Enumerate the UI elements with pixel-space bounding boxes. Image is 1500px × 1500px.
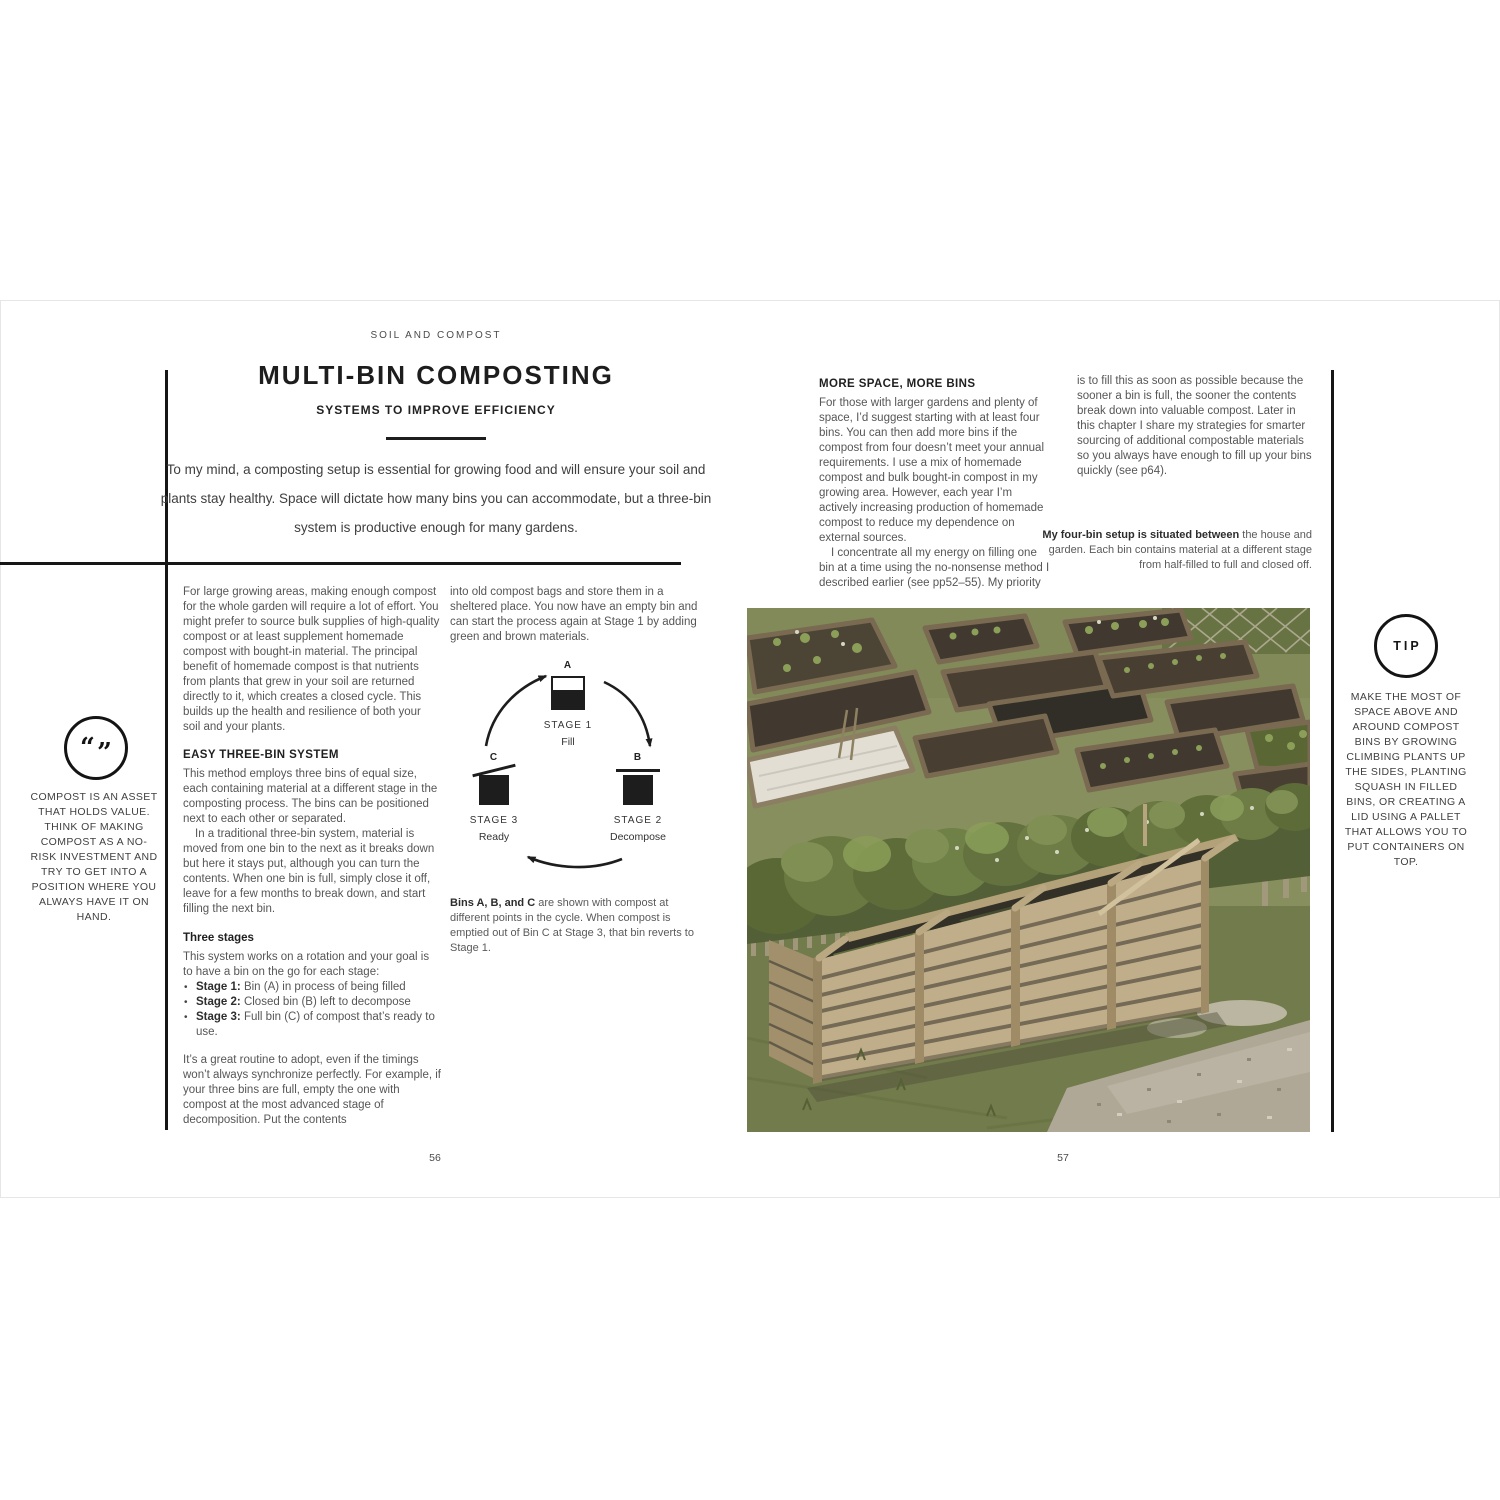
bin-b-letter: B (633, 752, 643, 763)
diagram-bin-c (452, 750, 536, 845)
stage-2-label: STAGE 2 (613, 815, 663, 826)
tip-text: MAKE THE MOST OF SPACE ABOVE AND AROUND COMPOST BINS BY GROWING CLIMBING PLANTS UP THE SIDES, PLANTING SQUASH IN FILLED BINS, OR CREATING A LID USING A PALLET THAT ALLOWS YOU TO PUT CONTAINERS ON TOP. (1344, 691, 1468, 868)
bin-b-icon (623, 775, 653, 805)
quote-icon (64, 716, 128, 780)
right-column-1 (819, 374, 1053, 604)
stage-2-sublabel: Decompose (609, 831, 667, 843)
stage-1-sublabel: Fill (561, 736, 575, 748)
stage-list-item: • Stage 3: Full bin (C) of compost that’s ready to use. (183, 1010, 441, 1040)
right-page-vertical-rule (1331, 370, 1334, 1132)
left-column-1 (183, 585, 441, 1141)
page-title: MULTI-BIN COMPOSTING (258, 360, 614, 390)
three-bin-cycle-diagram (450, 658, 704, 876)
diagram-bin-a (526, 658, 610, 750)
stage-list-item: • Stage 1: Bin (A) in process of being filled (183, 980, 441, 995)
stage-list-item: • Stage 2: Closed bin (B) left to decompose (183, 995, 441, 1010)
arrow-a-to-b (604, 682, 650, 746)
subsection-heading: Three stages (183, 932, 254, 944)
diagram-bin-b (596, 750, 680, 845)
paragraph: is to fill this as soon as possible because the sooner a bin is full, the sooner the contents break down into valuable compost. Later in this chapter I share my strategies for smarter sourcing of additional compostable materials so you always have enough to fill up your bins quickly (see p64). (1077, 375, 1312, 477)
running-header: SOIL AND COMPOST (370, 330, 502, 341)
paragraph: For large growing areas, making enough compost for the whole garden will require a lot of effort. You might prefer to source bulk supplies of high-quality compost or at least supplement homemade compost with bought-in material. The principal benefit of homemade compost is that nutrients from plants that grew in your soil are returned directly to it, which creates a closed cycle. This builds up the health and resilience of both your soil and your plants. (183, 586, 440, 733)
paragraph: into old compost bags and store them in a sheltered place. You now have an empty bin and can start the process again at Stage 1 by adding green and brown materials. (450, 586, 698, 643)
paragraph: I concentrate all my energy on filling one bin at a time using the no-nonsense method I described earlier (see pp52–55). My priority (819, 547, 1050, 589)
diagram-caption: Bins A, B, and C are shown with compost at different points in the cycle. When compost is emptied out of Bin C at Stage 3, that bin reverts to Stage 1. (450, 897, 694, 954)
bin-a-icon (551, 676, 585, 710)
paragraph: This system works on a rotation and your goal is to have a bin on the go for each stage: (183, 951, 430, 978)
left-page-horizontal-rule (0, 562, 681, 565)
paragraph: This method employs three bins of equal size, each containing material at a different stage in the composting process. The bins can be positioned next to each other or separated. (183, 768, 438, 825)
page-number-right: 57 (1057, 1152, 1069, 1164)
paragraph: It’s a great routine to adopt, even if the timings won’t always synchronize perfectly. For example, if your three bins are full, empty the one with compost at the most advanced stage of decomposition. Put the contents (183, 1054, 441, 1126)
section-heading: MORE SPACE, MORE BINS (819, 378, 976, 390)
open-quote-glyph: “ (80, 733, 95, 763)
intro-paragraph: To my mind, a composting setup is essential for growing food and will ensure your soil and plants stay healthy. Space will dictate how many bins you can accommodate, but a three-bin system is productive enough for many gardens. (160, 462, 712, 535)
close-quote-glyph: ” (97, 738, 112, 768)
bin-c-icon (479, 775, 509, 805)
photo-caption: My four-bin setup is situated between the house and garden. Each bin contains material at a different stage from half-filled to full and closed off. (1042, 529, 1312, 571)
title-divider (386, 437, 486, 440)
page-subtitle: SYSTEMS TO IMPROVE EFFICIENCY (316, 403, 556, 417)
bin-b-lid (616, 769, 660, 772)
paragraph: For those with larger gardens and plenty of space, I’d suggest starting with at least four bins. You can then add more bins if the compost from four doesn’t meet your annual requirements. I use a mix of homemade compost and bulk bought-in compost in my growing area. However, each year I’m actively increasing production of homemade compost to reduce my dependence on external sources. (819, 397, 1045, 544)
stage-3-label: STAGE 3 (469, 815, 519, 826)
tip-icon (1374, 614, 1438, 678)
bin-a-letter: A (563, 660, 573, 671)
bin-c-letter: C (489, 752, 499, 763)
tip-label: TIP (1393, 639, 1422, 653)
left-column-2 (450, 585, 704, 956)
stage-list (183, 980, 441, 1040)
compost-bins-photo (747, 608, 1310, 1132)
paragraph: In a traditional three-bin system, material is moved from one bin to the next as it breaks down but here it stays put, although you can turn the contents. When one bin is full, simply close it off, leave for a few months to break down, and start filling the next bin. (183, 828, 435, 915)
pull-quote: COMPOST IS AN ASSET THAT HOLDS VALUE. THINK OF MAKING COMPOST AS A NO-RISK INVESTMENT AND TRY TO GET INTO A POSITION WHERE YOU ALWAYS HAVE IT ON HAND. (30, 791, 158, 923)
stage-1-label: STAGE 1 (543, 720, 593, 731)
page-number-left: 56 (429, 1152, 441, 1164)
arrow-b-to-c (528, 857, 622, 867)
stage-3-sublabel: Ready (478, 831, 510, 843)
right-column-2 (1077, 374, 1313, 492)
section-heading: EASY THREE-BIN SYSTEM (183, 749, 339, 761)
